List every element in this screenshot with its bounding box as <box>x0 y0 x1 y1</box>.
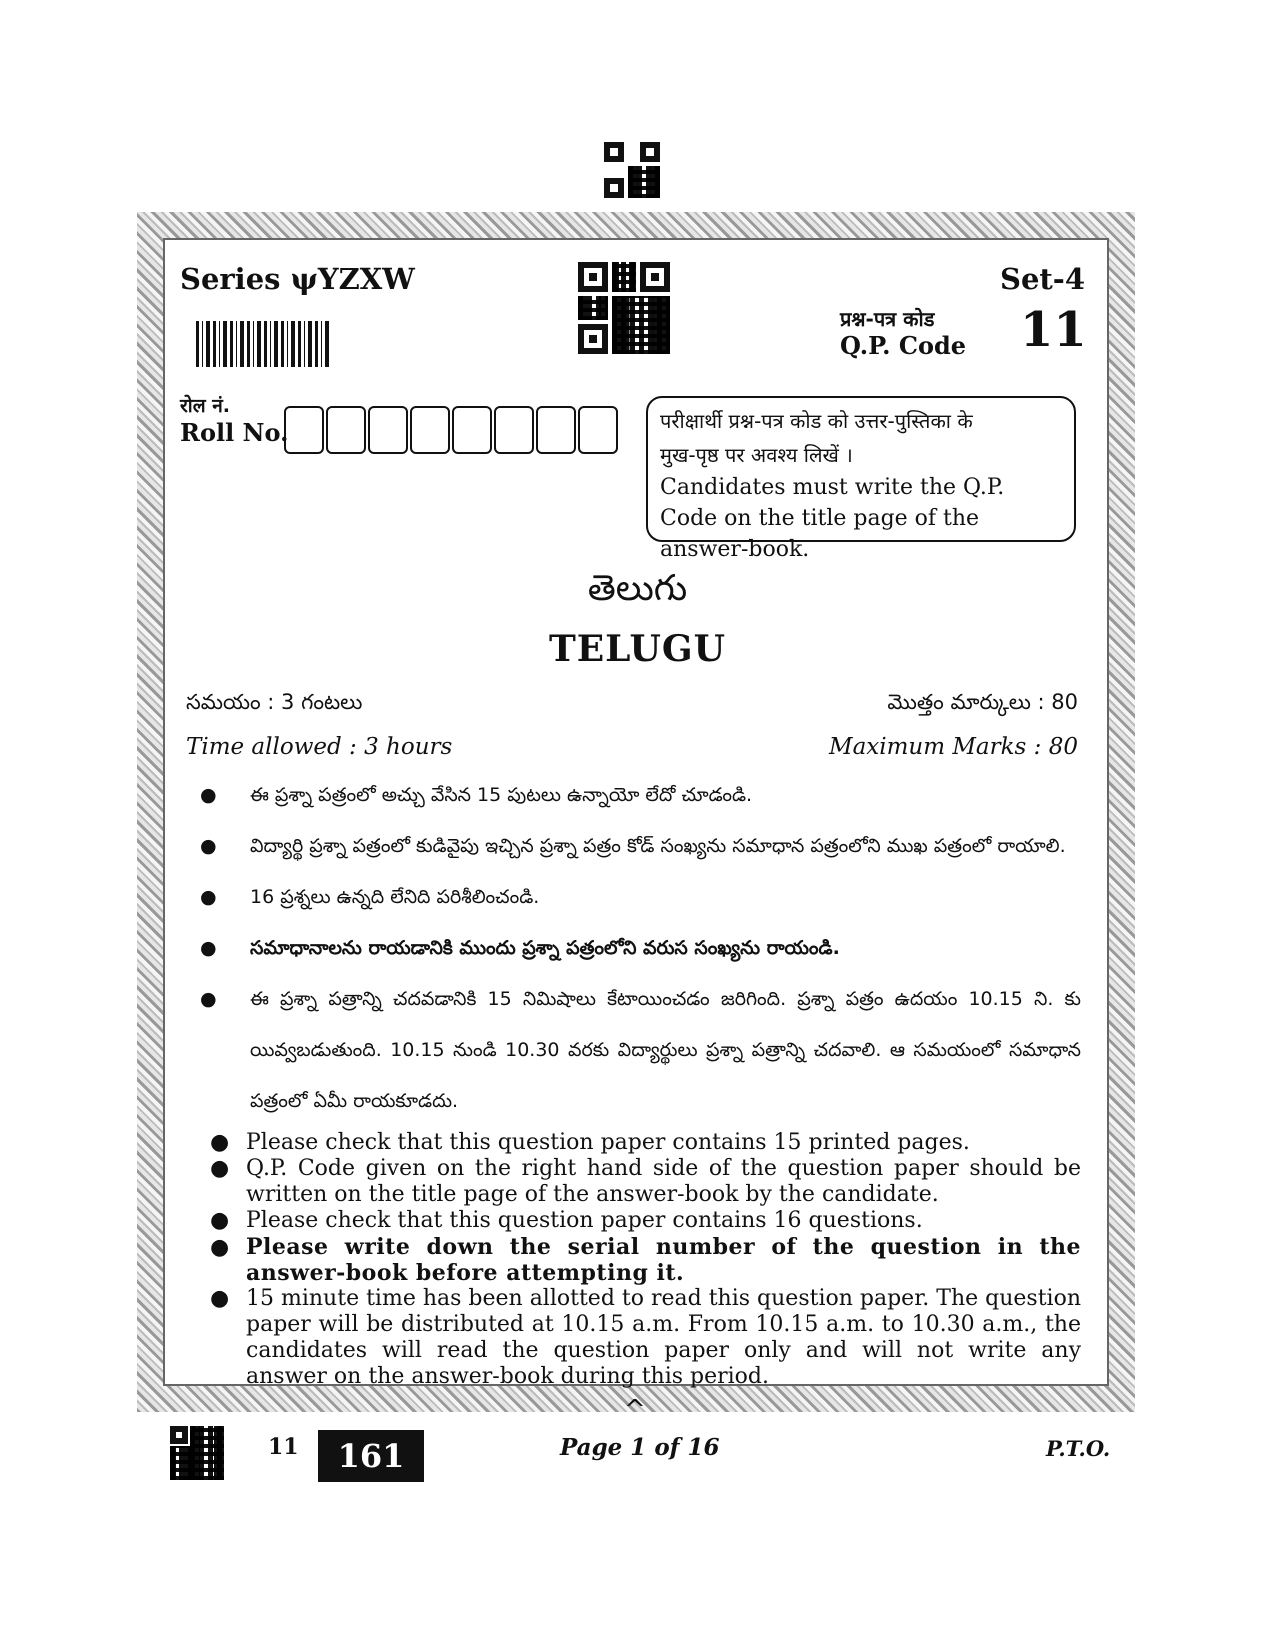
english-instruction: ● Please check that this question paper contains 16 questions. <box>210 1208 923 1233</box>
bullet-icon: ● <box>210 1156 230 1181</box>
english-instruction: ● 15 minute time has been allotted to read this question paper. The question paper will be distributed at 10.15 a.m. From 10.15 a.m. to 10.30 a.m., the candidates will read the question paper only and will not write any answer on the answer-book during this period. <box>210 1286 1081 1389</box>
roll-number-box[interactable] <box>578 406 618 454</box>
bullet-icon: ● <box>200 988 217 1010</box>
roll-number-box[interactable] <box>536 406 576 454</box>
bullet-icon: ● <box>210 1234 230 1260</box>
english-instruction: ● Please check that this question paper contains 15 printed pages. <box>210 1130 970 1155</box>
roll-number-box[interactable] <box>494 406 534 454</box>
qp-code-notice <box>646 396 1076 562</box>
time-allowed: Time allowed : 3 hours <box>186 734 453 760</box>
bullet-icon: ● <box>200 835 217 857</box>
telugu-instruction: ● విద్యార్థి ప్రశ్నా పత్రంలో కుడివైపు ఇచ్చిన ప్రశ్నా పత్రం కోడ్ సంఖ్యను సమాధాన పత్రంలోని ముఖ పత్రంలో రాయాలి. <box>186 821 1081 872</box>
bullet-icon: ● <box>210 1286 230 1311</box>
bullet-icon: ● <box>200 886 217 908</box>
roll-number-box[interactable] <box>284 406 324 454</box>
english-instructions <box>196 1130 1081 1390</box>
qp-code-label: Q.P. Code <box>840 331 967 360</box>
footer-number-box: 161 <box>318 1430 424 1482</box>
notice-hindi-line1: परीक्षार्थी प्रश्न-पत्र कोड को उत्तर-पुस्तिका के <box>660 409 973 433</box>
header-qr-code <box>578 262 670 354</box>
roll-number-box[interactable] <box>326 406 366 454</box>
telugu-instruction: ● ఈ ప్రశ్నా పత్రాన్ని చదవడానికి 15 నిమిషాలు కేటాయించడం జరిగింది. ప్రశ్నా పత్రం ఉదయం 10.15 ని. కు యివ్వబడుతుంది. 10.15 నుండి 10.30 వరకు విద్యార్థులు ప్రశ్నా పత్రాన్ని చదవాలి. ఆ సమయంలో సమాధాన పత్రంలో ఏమీ రాయకూడదు. <box>186 974 1081 1127</box>
telugu-instructions <box>186 770 1081 1127</box>
roll-number-box[interactable] <box>452 406 492 454</box>
barcode <box>196 321 330 367</box>
bullet-icon: ● <box>200 937 217 959</box>
english-instruction: ● Please write down the serial number of the question in the answer-book before attempting it. <box>210 1234 1081 1286</box>
telugu-instruction: ● ఈ ప్రశ్నా పత్రంలో అచ్చు వేసిన 15 పుటలు ఉన్నాయో లేదో చూడండి. <box>186 770 1081 821</box>
caret-mark: ^ <box>624 1395 646 1425</box>
english-instruction: ● Q.P. Code given on the right hand side of the question paper should be written on the title page of the answer-book by the candidate. <box>210 1156 1081 1207</box>
max-marks: Maximum Marks : 80 <box>829 734 1078 760</box>
roll-number-box[interactable] <box>368 406 408 454</box>
subject-title-telugu: తెలుగు <box>587 568 688 609</box>
notice-hindi-line2: मुख-पृष्ठ पर अवश्य लिखें । <box>660 443 853 467</box>
qp-code-value: 11 <box>1020 302 1087 358</box>
notice-english: Candidates must write the Q.P. Code on the title page of the answer-book. <box>660 475 1005 562</box>
page-number: Page 1 of 16 <box>560 1434 720 1461</box>
roll-label-hindi: रोल नं. <box>180 395 230 417</box>
telugu-instruction: ● 16 ప్రశ్నలు ఉన్నది లేనిది పరిశీలించండి. <box>186 872 1081 923</box>
bullet-icon: ● <box>210 1208 230 1233</box>
time-allowed-telugu: సమయం : 3 గంటలు <box>186 690 363 714</box>
footer-qp-code: 11 <box>268 1434 299 1460</box>
roll-number-box[interactable] <box>410 406 450 454</box>
top-qr-code <box>604 142 660 198</box>
pto-label: P.T.O. <box>1046 1436 1111 1461</box>
telugu-instruction: ● సమాధానాలను రాయడానికి ముందు ప్రశ్నా పత్రంలోని వరుస సంఖ్యను రాయండి. <box>186 923 1081 974</box>
subject-title: TELUGU <box>548 628 727 670</box>
max-marks-telugu: మొత్తం మార్కులు : 80 <box>887 690 1078 714</box>
roll-number-boxes <box>284 406 620 454</box>
set-label: Set-4 <box>1000 262 1086 296</box>
bullet-icon: ● <box>210 1130 230 1155</box>
roll-label: Roll No. <box>180 418 289 447</box>
series-label: Series ψYZXW <box>180 262 415 296</box>
bullet-icon: ● <box>200 784 217 806</box>
qp-code-hindi: प्रश्न-पत्र कोड <box>840 307 935 331</box>
footer-qr-code <box>170 1426 224 1480</box>
